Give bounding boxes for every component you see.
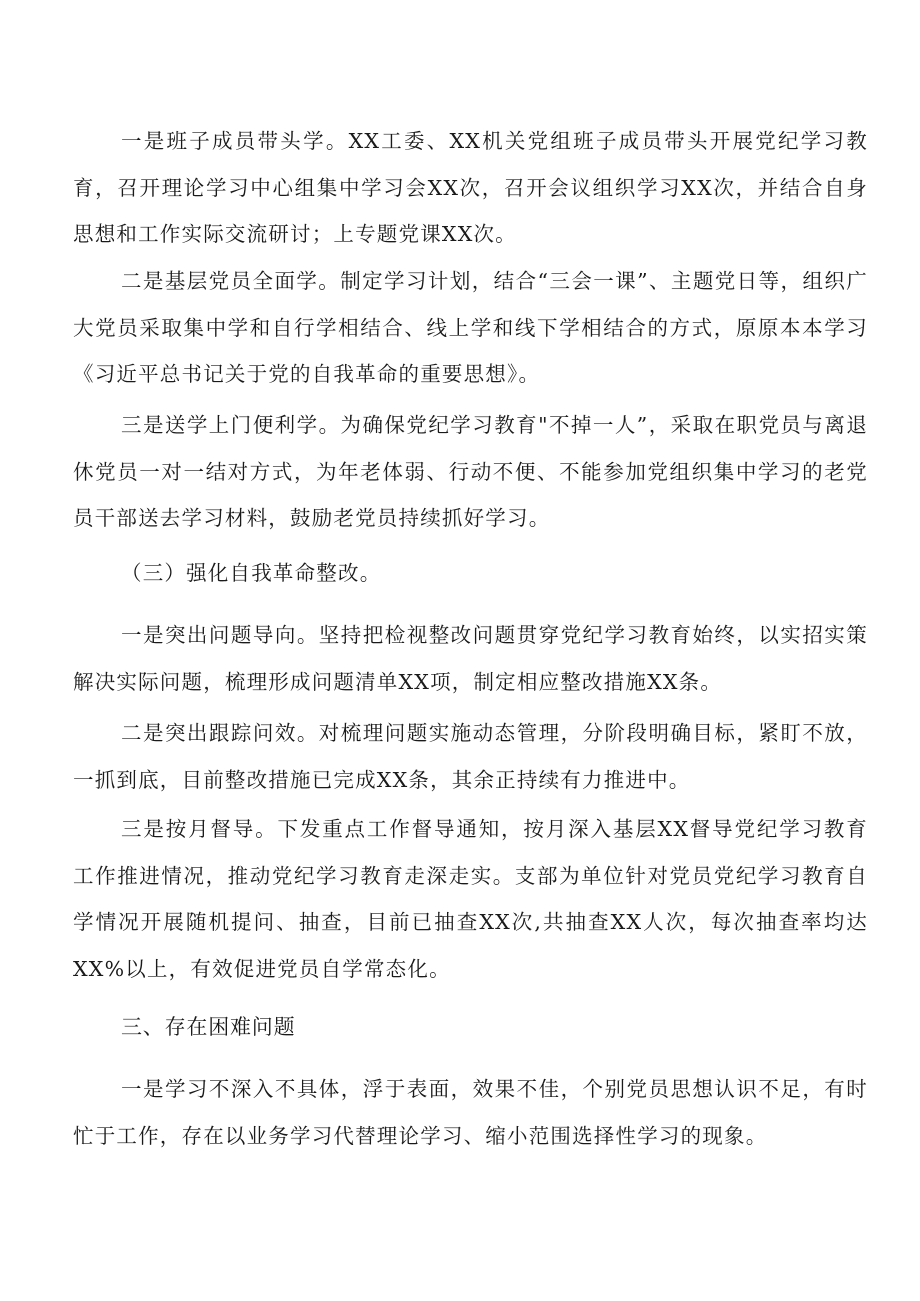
- paragraph-monthly-supervision: 三是按月督导。下发重点工作督导通知，按月深入基层XX督导党纪学习教育工作推进情况，推动党纪学习教育走深走实。支部为单位针对党员党纪学习教育自学情况开展随机提问、抽查，目前已抽查XX次,共抽查XX人次，每次抽查率均达XX%以上，有效促进党员自学常态化。: [73, 817, 868, 981]
- paragraph-shallow-study: 一是学习不深入不具体，浮于表面，效果不佳，个别党员思想认识不足，有时忙于工作，存在以业务学习代替理论学习、缩小范围选择性学习的现象。: [73, 1077, 868, 1148]
- paragraph-home-delivery-study: 三是送学上门便利学。为确保党纪学习教育"不掉一人”，采取在职党员与离退休党员一对一结对方式，为年老体弱、行动不便、不能参加党组织集中学习的老党员干部送去学习材料，鼓励老党员持续抓好学习。: [73, 413, 868, 530]
- paragraph-leadership-study: 一是班子成员带头学。XX工委、XX机关党组班子成员带头开展党纪学习教育，召开理论学习中心组集中学习会XX次，召开会议组织学习XX次，并结合自身思想和工作实际交流研讨；上专题党课XX次。: [73, 129, 868, 246]
- paragraph-grassroots-study: 二是基层党员全面学。制定学习计划，结合“三会一课”、主题党日等，组织广大党员采取集中学和自行学相结合、线上学和线下学相结合的方式，原原本本学习《习近平总书记关于党的自我革命的重要思想》。: [73, 269, 868, 386]
- section-heading-difficulties: 三、存在困难问题: [121, 1015, 296, 1039]
- paragraph-problem-orientation: 一是突出问题导向。坚持把检视整改问题贯穿党纪学习教育始终，以实招实策解决实际问题，梳理形成问题清单XX项，制定相应整改措施XX条。: [73, 623, 868, 694]
- paragraph-tracking-effectiveness: 二是突出跟踪问效。对梳理问题实施动态管理，分阶段明确目标，紧盯不放，一抓到底，目前整改措施已完成XX条，其余正持续有力推进中。: [73, 721, 868, 792]
- subheading-self-revolution-rectification: （三）强化自我革命整改。: [121, 561, 382, 585]
